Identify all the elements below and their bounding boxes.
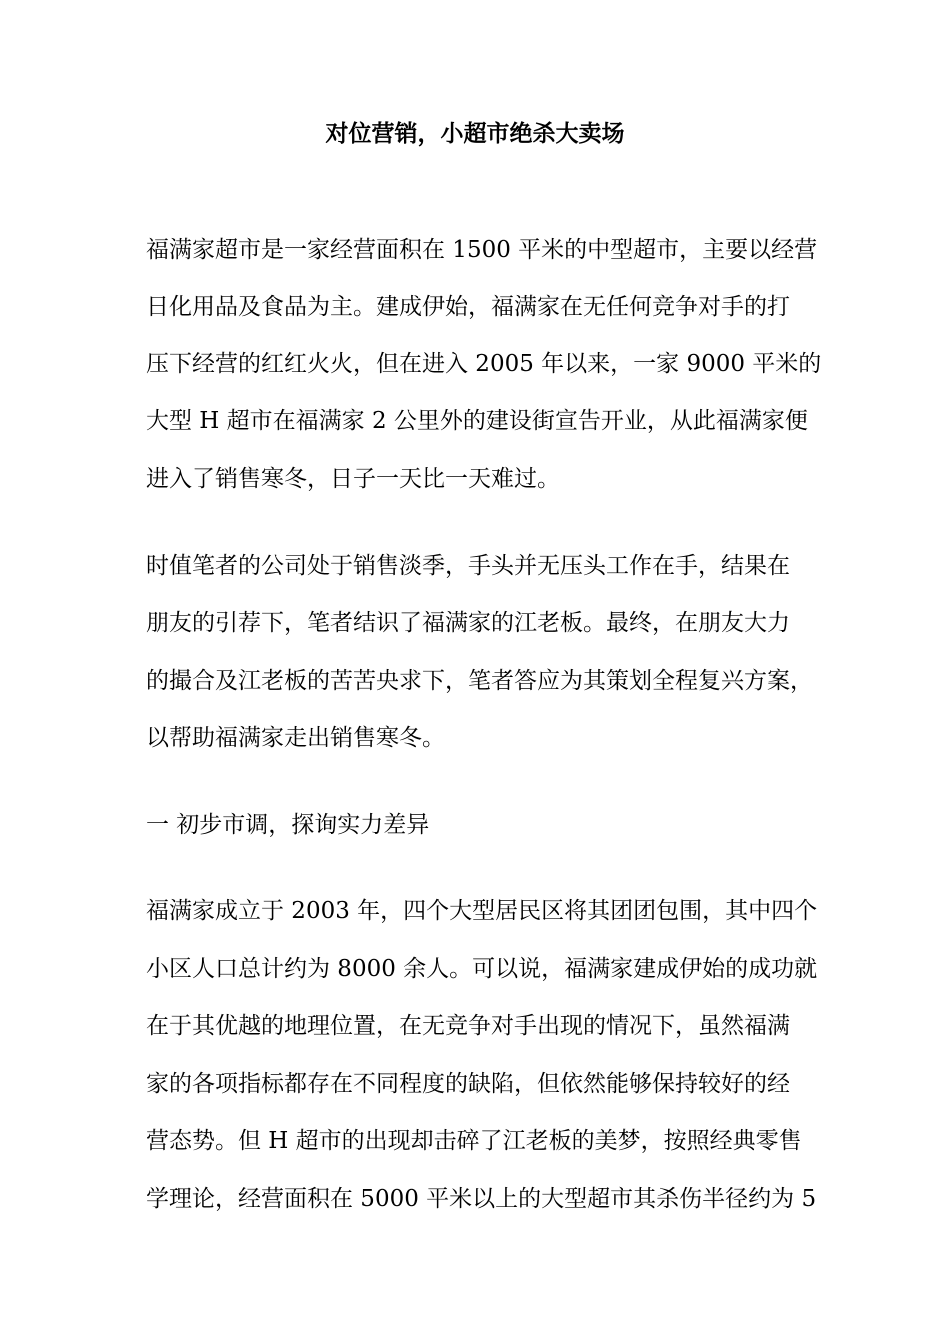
document-title: 对位营销，小超市绝杀大卖场 bbox=[325, 120, 625, 147]
paragraph-3-line-3: 在于其优越的地理位置，在无竞争对手出现的情况下，虽然福满 bbox=[146, 1013, 790, 1039]
paragraph-3-line-6: 学理论，经营面积在 5000 平米以上的大型超市其杀伤半径约为 5 bbox=[146, 1186, 817, 1212]
paragraph-1-line-4: 大型 H 超市在福满家 2 公里外的建设街宣告开业，从此福满家便 bbox=[146, 408, 808, 434]
paragraph-2-line-4: 以帮助福满家走出销售寒冬。 bbox=[146, 725, 445, 751]
paragraph-1-line-5: 进入了销售寒冬，日子一天比一天难过。 bbox=[146, 466, 560, 492]
paragraph-1-line-1: 福满家超市是一家经营面积在 1500 平米的中型超市，主要以经营 bbox=[146, 237, 818, 263]
section-heading: 一 初步市调，探询实力差异 bbox=[146, 812, 430, 838]
paragraph-2-line-2: 朋友的引荐下，笔者结识了福满家的江老板。最终，在朋友大力 bbox=[146, 610, 790, 636]
paragraph-2-line-1: 时值笔者的公司处于销售淡季，手头并无压头工作在手，结果在 bbox=[146, 553, 790, 579]
paragraph-1-line-2: 日化用品及食品为主。建成伊始，福满家在无任何竞争对手的打 bbox=[146, 294, 790, 320]
paragraph-2-line-3: 的撮合及江老板的苦苦央求下，笔者答应为其策划全程复兴方案， bbox=[146, 668, 813, 694]
paragraph-3-line-1: 福满家成立于 2003 年，四个大型居民区将其团团包围，其中四个 bbox=[146, 898, 818, 924]
paragraph-3-line-4: 家的各项指标都存在不同程度的缺陷，但依然能够保持较好的经 bbox=[146, 1071, 790, 1097]
paragraph-1-line-3: 压下经营的红红火火，但在进入 2005 年以来，一家 9000 平米的 bbox=[146, 351, 822, 377]
paragraph-3-line-5: 营态势。但 H 超市的出现却击碎了江老板的美梦，按照经典零售 bbox=[146, 1128, 802, 1154]
paragraph-3-line-2: 小区人口总计约为 8000 余人。可以说，福满家建成伊始的成功就 bbox=[146, 956, 818, 982]
